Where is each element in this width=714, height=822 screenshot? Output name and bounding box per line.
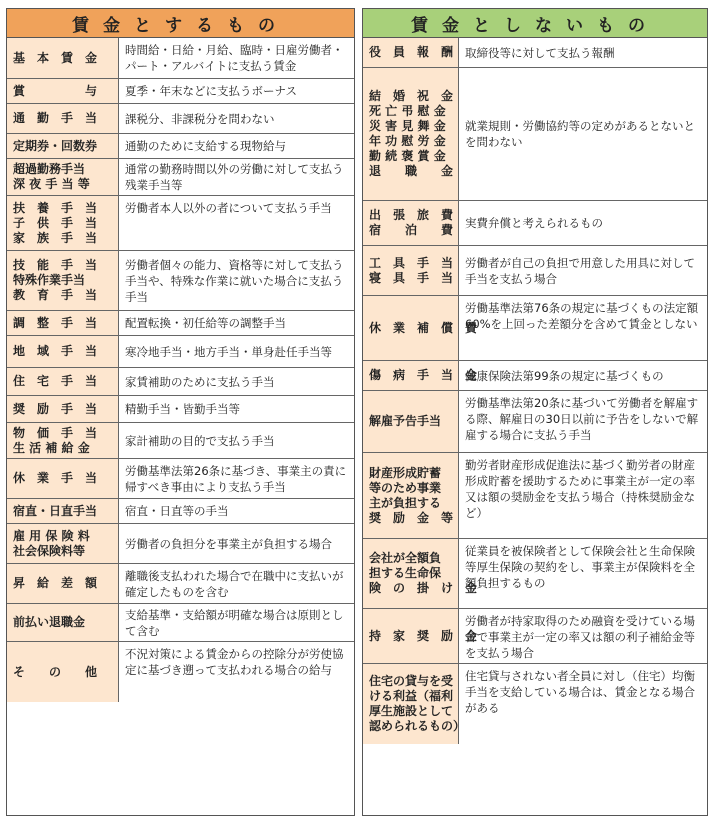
wage-included-rows (7, 38, 354, 702)
item-description: 労働基準法第26条に基づき、事業主の責に帰すべき事由により支払う手当 (125, 464, 347, 494)
item-label (7, 459, 119, 498)
item-label (7, 159, 119, 195)
table-row (7, 38, 354, 79)
item-label-line: 教 育 手 当 (13, 288, 98, 302)
item-description: 課税分、非課税分を問わない (125, 111, 275, 126)
item-description: 通勤のために支給する現物給与 (125, 139, 286, 153)
item-label-line: 解雇予告手当 (369, 414, 442, 428)
item-label-line: 住宅の貸与を受 (369, 674, 454, 688)
table-row (7, 642, 354, 702)
table-row (363, 38, 707, 68)
item-label-line: 等のため事業 (369, 480, 442, 495)
item-description: 健康保険法第99条の規定に基づくもの (465, 368, 664, 383)
item-label-line: 年 功 慰 労 金 (369, 134, 446, 148)
item-description: 従業員を被保険者として保険会社と生命保険等厚生保険の契約をし、事業主が保険料を全額負担するもの (465, 544, 695, 590)
wage-excluded-header: 賃金としないもの (363, 9, 707, 38)
item-description: 夏季・年末などに支払うボーナス (125, 84, 298, 98)
item-description: 住宅貸与されない者全員に対し（住宅）均衡手当を支給している場合は、賃金となる場合がある (465, 669, 695, 715)
item-label (363, 453, 459, 538)
item-label (363, 361, 478, 390)
table-row (7, 134, 354, 159)
item-label-line: 財産形成貯蓄 (369, 465, 442, 480)
table-row (7, 423, 354, 459)
table-row (7, 196, 354, 251)
table-row (7, 459, 354, 499)
item-label (363, 246, 459, 295)
table-row (7, 104, 354, 134)
item-label-line: 子 供 手 当 (13, 215, 98, 230)
table-row (363, 201, 707, 246)
item-label-line: 昇 給 差 額 (13, 576, 98, 590)
item-label-line: 勤 続 褒 賞 金 (369, 149, 446, 163)
item-label (7, 38, 119, 78)
item-description: 労働基準法第76条の規定に基づくもの法定額60%を上回った差額分を含めて賃金としない (465, 301, 699, 331)
item-label (363, 201, 459, 245)
item-label-line: 持 家 奨 励 金 (369, 628, 478, 643)
item-label-line: 定期券・回数券 (13, 138, 98, 153)
item-label-line: 住 宅 手 当 (13, 374, 98, 388)
item-label-line: 認められるもの） (369, 719, 466, 733)
table-row (363, 609, 707, 664)
item-label (7, 564, 119, 603)
table-row (363, 361, 707, 391)
item-label-line: 担する生命保 (369, 566, 442, 580)
item-description: 労働者個々の能力、資格等に対して支払う手当や、特殊な作業に就いた場合に支払う手当 (125, 257, 344, 304)
item-label-line: ける利益（福利 (369, 689, 454, 703)
item-label (7, 423, 119, 458)
item-label-line: 休 業 補 償 費 (369, 320, 478, 335)
item-label-line: 賞 与 (13, 83, 98, 98)
table-row (7, 524, 354, 564)
item-label (363, 38, 459, 67)
item-label (7, 251, 119, 310)
item-label (363, 539, 478, 608)
item-label (7, 134, 119, 158)
item-label (7, 311, 119, 335)
item-label-line: 退 職 金 (369, 164, 454, 178)
item-label (7, 642, 119, 702)
item-label-line: 扶 養 手 当 (13, 200, 98, 215)
item-label-line: 会社が全額負 (369, 551, 442, 565)
item-description: 通常の勤務時間以外の労働に対して支払う残業手当等 (125, 162, 344, 192)
item-label (7, 368, 119, 395)
item-label-line: 通 勤 手 当 (13, 111, 98, 125)
table-row (363, 391, 707, 453)
table-row (363, 68, 707, 201)
item-label-line: 超過勤務手当 (13, 162, 86, 176)
item-label-line: 工 具 手 当 (369, 255, 454, 270)
item-label-line: 出 張 旅 費 (369, 208, 454, 222)
item-label-line: 社会保険料等 (13, 543, 86, 558)
table-row (7, 79, 354, 104)
table-row (363, 296, 707, 361)
item-label (363, 609, 478, 663)
item-label-line: 宿 泊 費 (369, 223, 454, 237)
item-label-line: そ の 他 (13, 664, 98, 679)
item-description: 不況対策による賃金からの控除分が労使協定に基づき遡って支払われる場合の給与 (125, 647, 344, 677)
item-label-line: 物 価 手 当 (13, 425, 98, 440)
item-description: 労働基準法第20条に基づいて労働者を解雇する際、解雇日の30日以前に予告をしないで解雇する場合に支払う手当 (465, 396, 699, 442)
item-description: 寒冷地手当・地方手当・単身赴任手当等 (125, 344, 332, 359)
table-row (363, 664, 707, 744)
item-label (7, 196, 119, 250)
item-description: 離職後支払われた場合で在職中に支払いが確定したものを含む (125, 569, 344, 599)
item-label-line: 結 婚 祝 金 (369, 89, 454, 103)
item-label-line: 厚生施設として (369, 704, 454, 718)
item-description: 労働者の負担分を事業主が負担する場合 (125, 536, 332, 551)
item-label (363, 296, 478, 360)
item-label-line: 雇 用 保 険 料 (13, 528, 90, 543)
item-description: 取締役等に対して支払う報酬 (465, 45, 615, 60)
item-label-line: 調 整 手 当 (13, 315, 98, 330)
item-label-line: 役 員 報 酬 (369, 45, 454, 59)
table-row (7, 396, 354, 423)
item-description: 時間給・日給・月給、臨時・日雇労働者・パート・アルバイトに支払う賃金 (125, 43, 344, 73)
item-label-line: 険 の 掛 け 金 (369, 581, 478, 595)
item-description: 家計補助の目的で支払う手当 (125, 433, 275, 448)
table-row (7, 499, 354, 524)
item-description: 宿直・日直等の手当 (125, 504, 229, 518)
table-row (7, 311, 354, 336)
item-description: 労働者が自己の負担で用意した用具に対して手当を支払う場合 (465, 255, 695, 286)
table-row (7, 564, 354, 604)
table-row (7, 159, 354, 196)
item-label (7, 604, 119, 641)
item-label-line: 前払い退職金 (13, 615, 86, 629)
item-label-line: 特殊作業手当 (13, 273, 86, 287)
table-row (363, 246, 707, 296)
item-label-line: 基 本 賃 金 (13, 50, 98, 65)
item-label (7, 79, 119, 103)
wage-included-column (6, 8, 355, 816)
item-description: 家賃補助のために支払う手当 (125, 374, 275, 389)
item-label (7, 336, 119, 367)
item-label (7, 396, 119, 422)
item-description: 就業規則・労働協約等の定めがあるとないとを問わない (465, 119, 695, 149)
wage-included-header: 賃金とするもの (7, 9, 354, 38)
item-description: 労働者が持家取得のため融資を受けている場合で事業主が一定の率又は額の利子補給金等を支払う場合 (465, 614, 695, 660)
item-label (363, 664, 466, 744)
item-label (363, 68, 459, 200)
item-label-line: 傷 病 手 当 金 (369, 368, 478, 382)
item-label (7, 524, 119, 563)
item-description: 精勤手当・皆勤手当等 (125, 402, 240, 416)
item-description: 勤労者財産形成促進法に基づく勤労者の財産形成貯蓄を援助するために事業主が一定の率又は額の奨励金を支払う場合（持株奨励金など） (465, 458, 695, 520)
item-label-line: 奨 励 金 等 (369, 510, 454, 525)
table-row (7, 251, 354, 311)
item-label (7, 499, 119, 523)
wage-excluded-column (362, 8, 708, 816)
item-label-line: 死 亡 弔 慰 金 (369, 104, 446, 118)
item-label (7, 104, 119, 133)
item-label-line: 休 業 手 当 (13, 471, 98, 485)
item-label-line: 寝 具 手 当 (369, 270, 454, 285)
table-row (363, 539, 707, 609)
item-description: 配置転換・初任給等の調整手当 (125, 316, 286, 330)
item-description: 支給基準・支給額が明確な場合は原則として含む (125, 607, 344, 638)
item-label-line: 地 域 手 当 (13, 344, 98, 358)
table-row (7, 368, 354, 396)
item-label-line: 主が負担する (369, 495, 442, 510)
item-label-line: 宿直・日直手当 (13, 503, 98, 518)
item-label-line: 奨 励 手 当 (13, 401, 98, 416)
item-description: 実費弁償と考えられるもの (465, 216, 603, 230)
item-label-line: 家 族 手 当 (13, 230, 98, 245)
item-label-line: 生 活 補 給 金 (13, 440, 90, 455)
item-label-line: 深 夜 手 当 等 (13, 177, 90, 191)
item-label-line: 技 能 手 当 (13, 258, 98, 272)
table-row (363, 453, 707, 539)
item-label-line: 災 害 見 舞 金 (369, 119, 446, 133)
table-row (7, 336, 354, 368)
wage-excluded-rows (363, 38, 707, 744)
item-description: 労働者本人以外の者について支払う手当 (125, 201, 332, 215)
table-row (7, 604, 354, 642)
item-label (363, 391, 459, 452)
